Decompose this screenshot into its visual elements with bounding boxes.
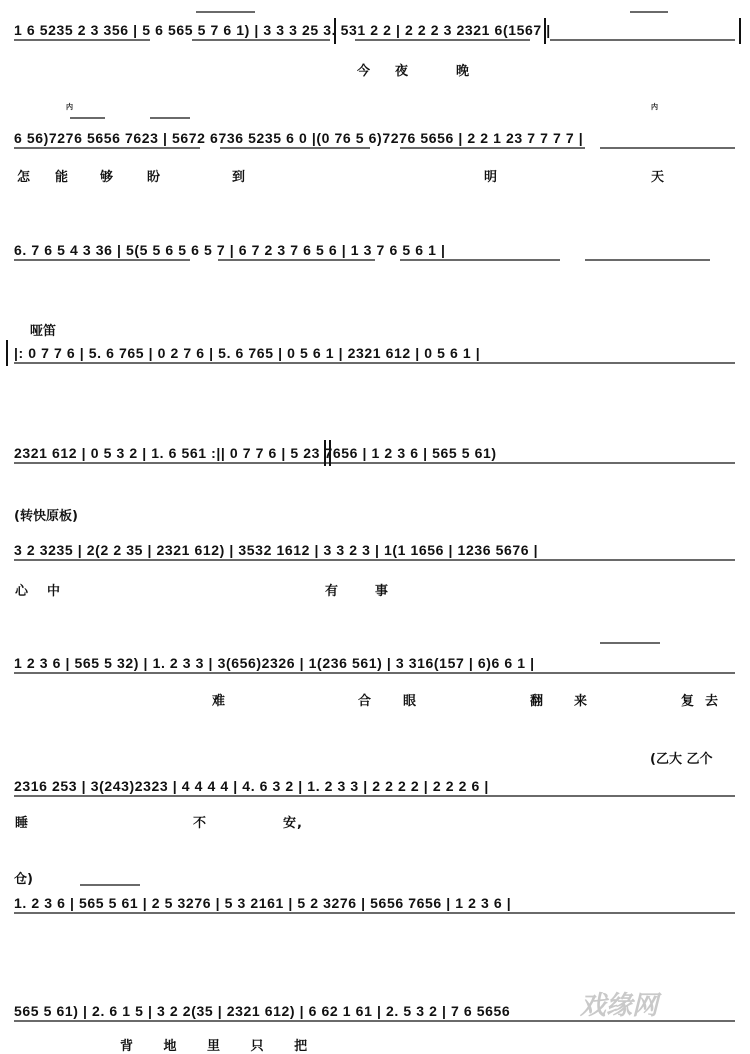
lyric-1-2: 夜 bbox=[395, 64, 410, 79]
partial-lyrics: 背 地 里 只 把 bbox=[120, 1039, 309, 1054]
lyric-7-3: 眼 bbox=[403, 694, 418, 709]
lyric-6-4: 事 bbox=[375, 584, 390, 599]
score-row-1: 1 6 5235 2 3 356 | 5 6 565 5 7 6 1) | 3 3 3 25 3. 531 2 2 | 2 2 2 3 2321 6(1567 | bbox=[14, 22, 551, 38]
tempo-change-label: (转快原板) bbox=[14, 509, 78, 524]
score-row-8: 2316 253 | 3(243)2323 | 4 4 4 4 | 4. 6 3 2 | 1. 2 3 3 | 2 2 2 2 | 2 2 2 6 | bbox=[14, 778, 489, 794]
score-row-9: 1. 2 3 6 | 565 5 61 | 2 5 3276 | 5 3 2161 | 5 2 3276 | 5656 7656 | 1 2 3 6 | bbox=[14, 895, 512, 911]
lyric-2-4: 盼 bbox=[147, 170, 162, 185]
lyric-2-5: 到 bbox=[232, 170, 247, 185]
score-row-10: 565 5 61) | 2. 6 1 5 | 3 2 2(35 | 2321 612) | 6 62 1 61 | 2. 5 3 2 | 7 6 5656 bbox=[14, 1003, 511, 1019]
lyric-6-1: 心 bbox=[15, 584, 30, 599]
score-row-3: 6. 7 6 5 4 3 36 | 5(5 5 6 5 6 5 7 | 6 7 2 3 7 6 5 6 | 1 3 7 6 5 6 1 | bbox=[14, 242, 446, 258]
lyric-8-3: 安, bbox=[283, 816, 303, 831]
ornament-mark-2: 内 bbox=[651, 103, 658, 111]
lyric-2-2: 能 bbox=[55, 170, 70, 185]
lyric-1-1: 今 bbox=[357, 64, 372, 79]
lyric-7-7: 去 bbox=[705, 694, 720, 709]
percussion-label-2: 仓) bbox=[14, 872, 33, 887]
ornament-mark-1: 内 bbox=[66, 103, 73, 111]
lyric-7-2: 合 bbox=[358, 694, 373, 709]
instrument-label: 哑笛 bbox=[30, 324, 57, 339]
lyric-2-7: 天 bbox=[651, 170, 666, 185]
score-row-6: 3 2 3235 | 2(2 2 35 | 2321 612) | 3532 1612 | 3 3 2 3 | 1(1 1656 | 1236 5676 | bbox=[14, 542, 539, 558]
score-row-4: |: 0 7 7 6 | 5. 6 765 | 0 2 7 6 | 5. 6 765 | 0 5 6 1 | 2321 612 | 0 5 6 1 | bbox=[14, 345, 481, 361]
score-row-2: 6 56)7276 5656 7623 | 5672 6736 5235 6 0 |(0 76 5 6)7276 5656 | 2 2 1 23 7 7 7 7 | bbox=[14, 130, 584, 146]
lyric-7-6: 复 bbox=[681, 694, 696, 709]
percussion-label-1: (乙大 乙个 bbox=[650, 752, 713, 767]
lyric-8-1: 睡 bbox=[15, 816, 30, 831]
lyric-7-4: 翻 bbox=[530, 694, 545, 709]
score-row-7: 1 2 3 6 | 565 5 32) | 1. 2 3 3 | 3(656)2326 | 1(236 561) | 3 316(157 | 6)6 6 1 | bbox=[14, 655, 535, 671]
lyric-7-1: 难 bbox=[212, 694, 227, 709]
lyric-2-1: 怎 bbox=[17, 170, 32, 185]
lyric-8-2: 不 bbox=[193, 816, 208, 831]
lyric-7-5: 来 bbox=[574, 694, 589, 709]
watermark-text: 戏缘网 bbox=[580, 991, 659, 1021]
lyric-2-6: 明 bbox=[484, 170, 499, 185]
lyric-6-3: 有 bbox=[325, 584, 340, 599]
score-row-5: 2321 612 | 0 5 3 2 | 1. 6 561 :|| 0 7 7 6 | 5 23 7656 | 1 2 3 6 | 565 5 61) bbox=[14, 445, 497, 461]
lyric-6-2: 中 bbox=[47, 584, 62, 599]
lyric-2-3: 够 bbox=[100, 170, 115, 185]
lyric-1-3: 晚 bbox=[456, 64, 471, 79]
